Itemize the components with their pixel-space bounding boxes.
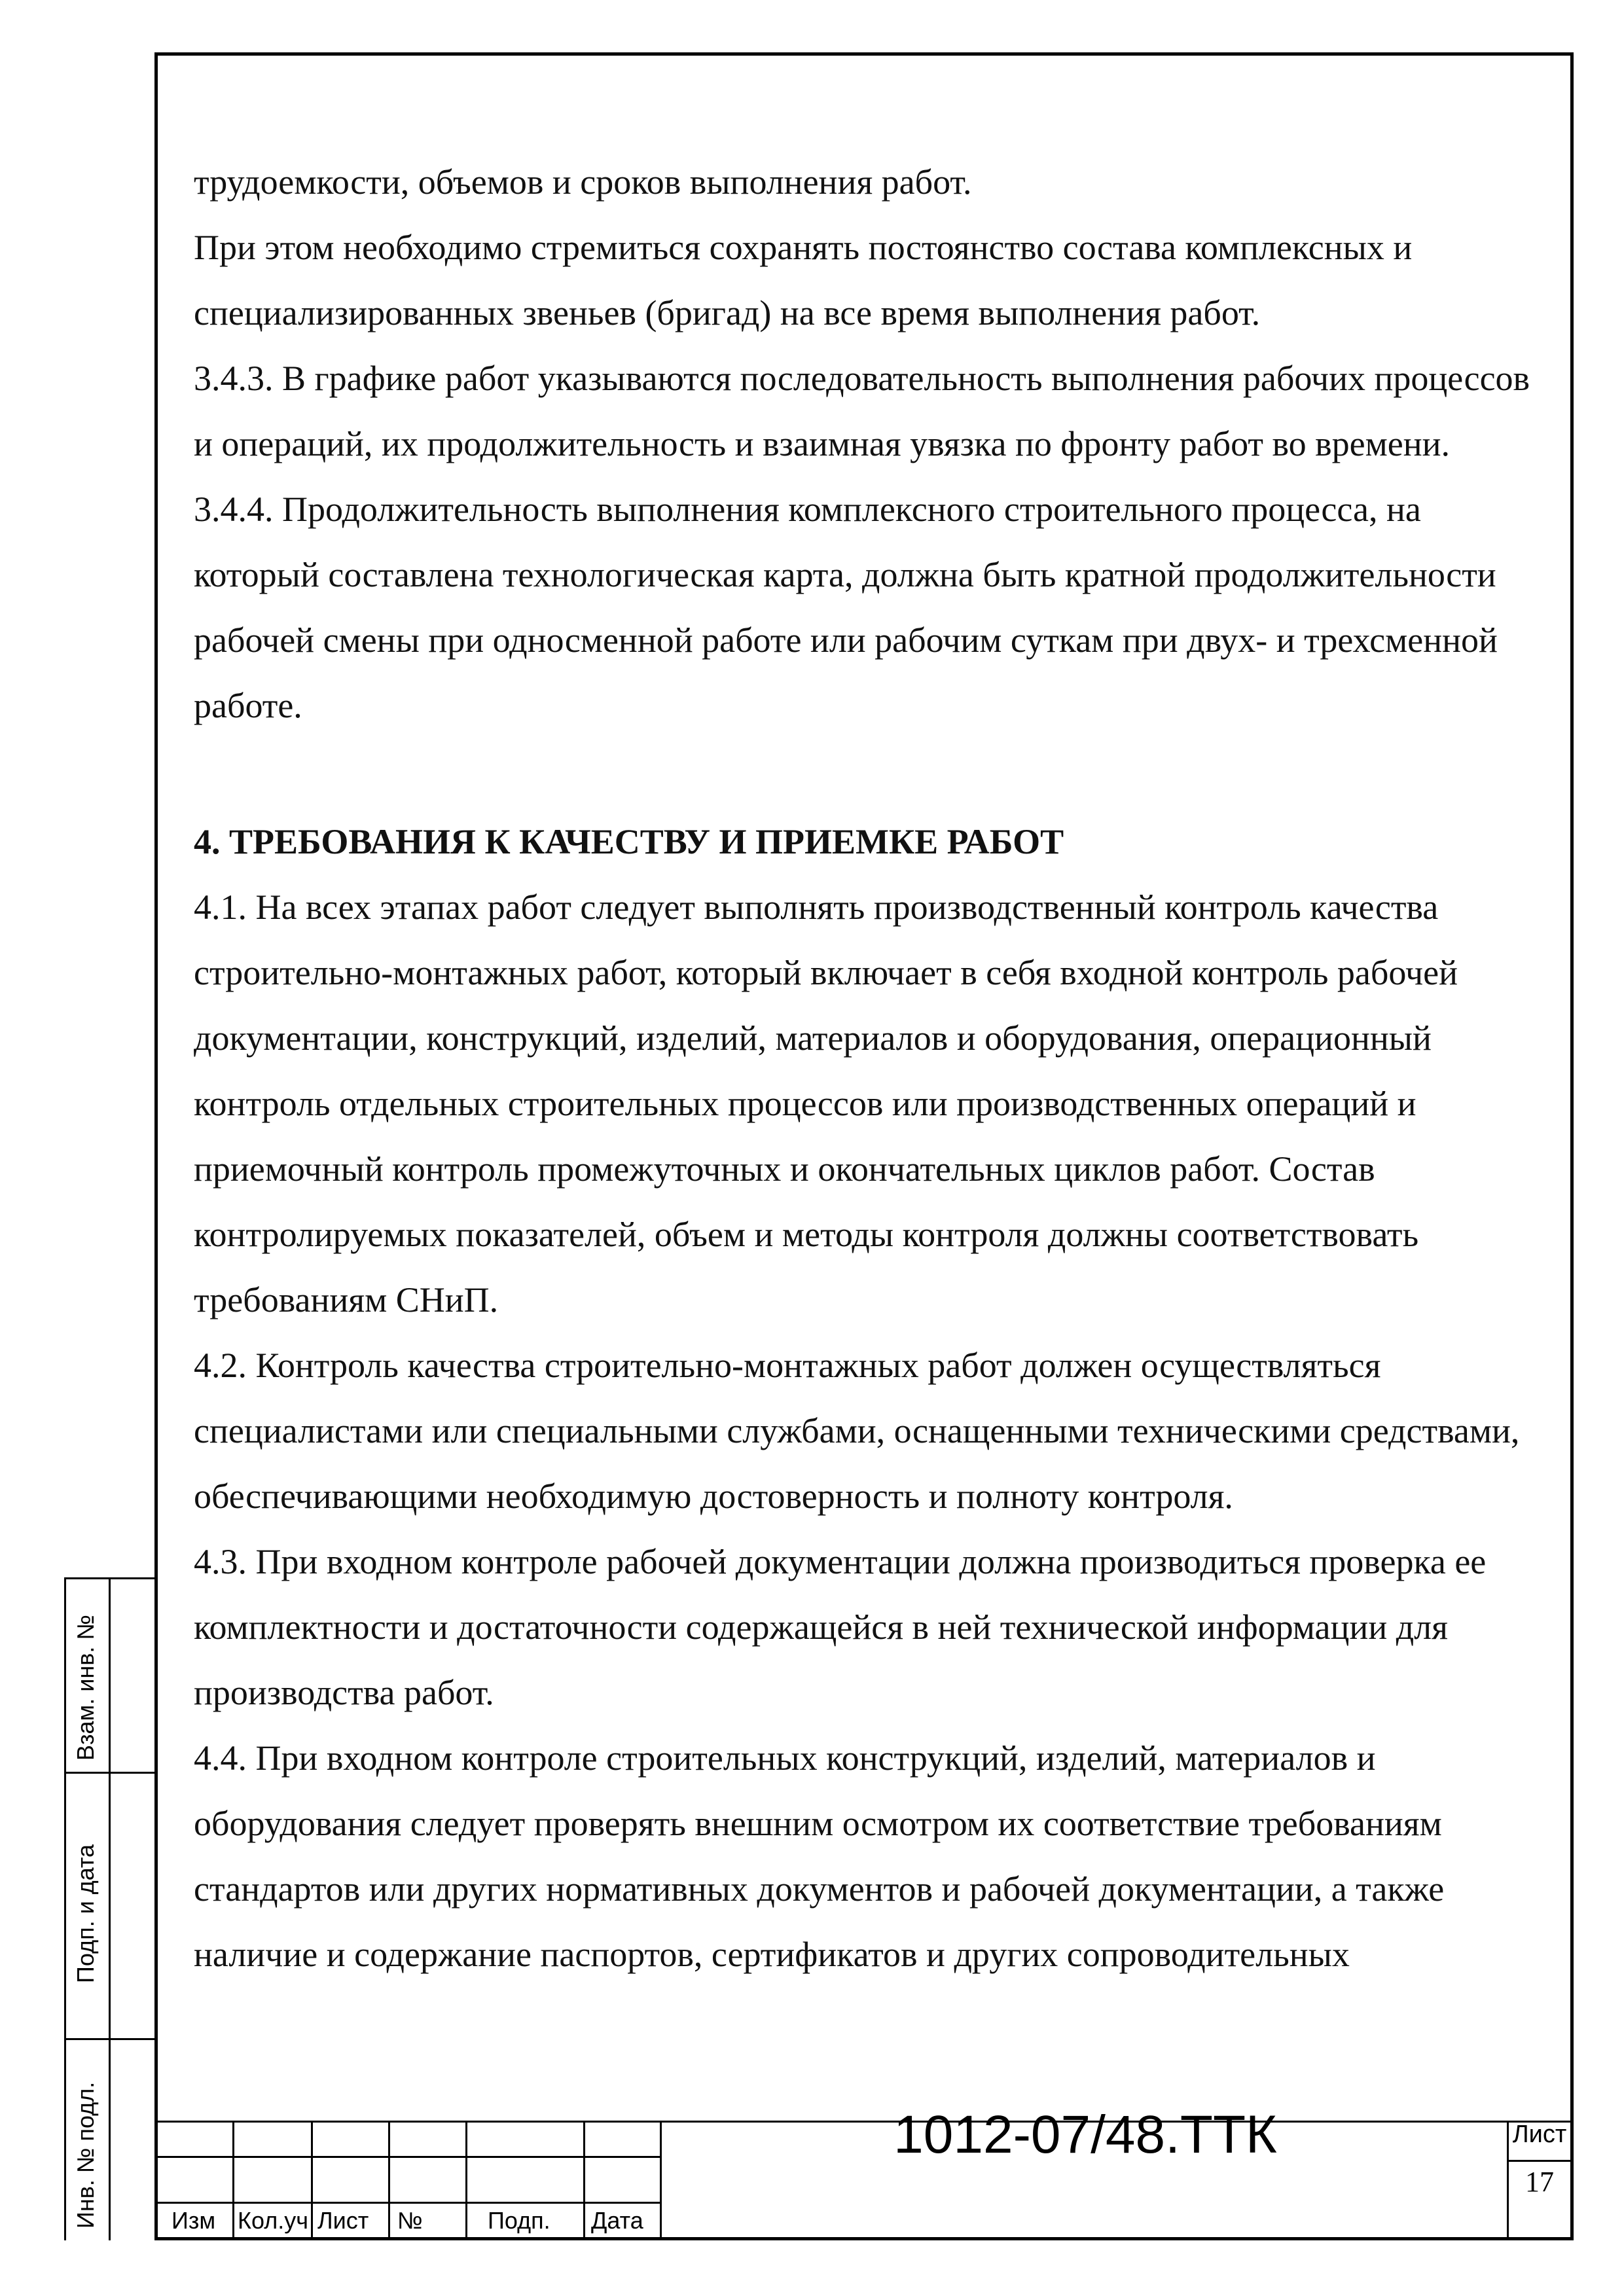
paragraph: 4.2. Контроль качества строительно-монтажных работ должен осуществляться специалистами или специальными службами, оснащенными техническими средствами, обеспечивающими необходимую достоверность и полноту контроля. [194, 1346, 1520, 1516]
side-label-inv-podl: Инв. № подл. [72, 2081, 99, 2229]
column-number: № [397, 2207, 423, 2234]
sheet-number: 17 [1525, 2166, 1554, 2198]
paragraph: 3.4.3. В графике работ указываются последовательность выполнения рабочих процессов и операций, их продолжительность и взаимная увязка по фронту работ во времени. [194, 359, 1530, 463]
column-list: Лист [317, 2207, 369, 2234]
title-block-col-line [232, 2121, 234, 2240]
title-block-col-line [388, 2121, 390, 2240]
side-label-inv-zam: Взам. инв. № [72, 1614, 99, 1761]
paragraph: При этом необходимо стремиться сохранять постоянство состава комплексных и специализированных звеньев (бригад) на все время выполнения работ. [194, 228, 1413, 332]
column-data: Дата [591, 2207, 643, 2234]
title-block-col-line [311, 2121, 313, 2240]
title-block-row-line [1507, 2160, 1574, 2162]
paragraph: 4.4. При входном контроле строительных конструкций, изделий, материалов и оборудования следует проверять внешним осмотром их соответствие требованиям стандартов или других нормативных документов и рабочей документации, а также наличие и содержание паспортов, сертификатов и других сопроводительных [194, 1738, 1445, 1974]
paragraph: 3.4.4. Продолжительность выполнения комплексного строительного процесса, на который составлена технологическая карта, должна быть кратной продолжительности рабочей смены при односменной работе или рабочим суткам при двух- и трехсменной работе. [194, 490, 1498, 725]
document-code: 1012-07/48.ТТК [893, 2105, 1277, 2164]
section-heading: 4. ТРЕБОВАНИЯ К КАЧЕСТВУ И ПРИЕМКЕ РАБОТ [194, 822, 1064, 861]
paragraph: трудоемкости, объемов и сроков выполнения работ. [194, 162, 972, 202]
column-kol-uch: Кол.уч [238, 2207, 308, 2234]
sheet-label: Лист [1512, 2121, 1567, 2148]
column-izm: Изм [171, 2207, 216, 2234]
body-text [194, 149, 1555, 1987]
side-stamp-divider [109, 1577, 111, 2240]
column-podp: Подп. [488, 2207, 550, 2234]
paragraph: 4.1. На всех этапах работ следует выполнять производственный контроль качества строительно-монтажных работ, который включает в себя входной контроль рабочей документации, конструкций, изделий, материалов и оборудования, операционный контроль отдельных строительных процессов или производственных операций и приемочный контроль промежуточных и окончательных циклов работ. Состав контролируемых показателей, объем и методы контроля должны соответствовать требованиям СНиП. [194, 888, 1458, 1319]
title-block-col-line [465, 2121, 467, 2240]
side-stamp-row-divider [64, 1772, 154, 1774]
title-block-col-line [583, 2121, 585, 2240]
paragraph: 4.3. При входном контроле рабочей документации должна производиться проверка ее комплектности и достаточности содержащейся в ней технической информации для производства работ. [194, 1542, 1487, 1712]
side-stamp-row-divider [64, 2038, 154, 2040]
side-label-podp-data: Подп. и дата [72, 1844, 99, 1983]
